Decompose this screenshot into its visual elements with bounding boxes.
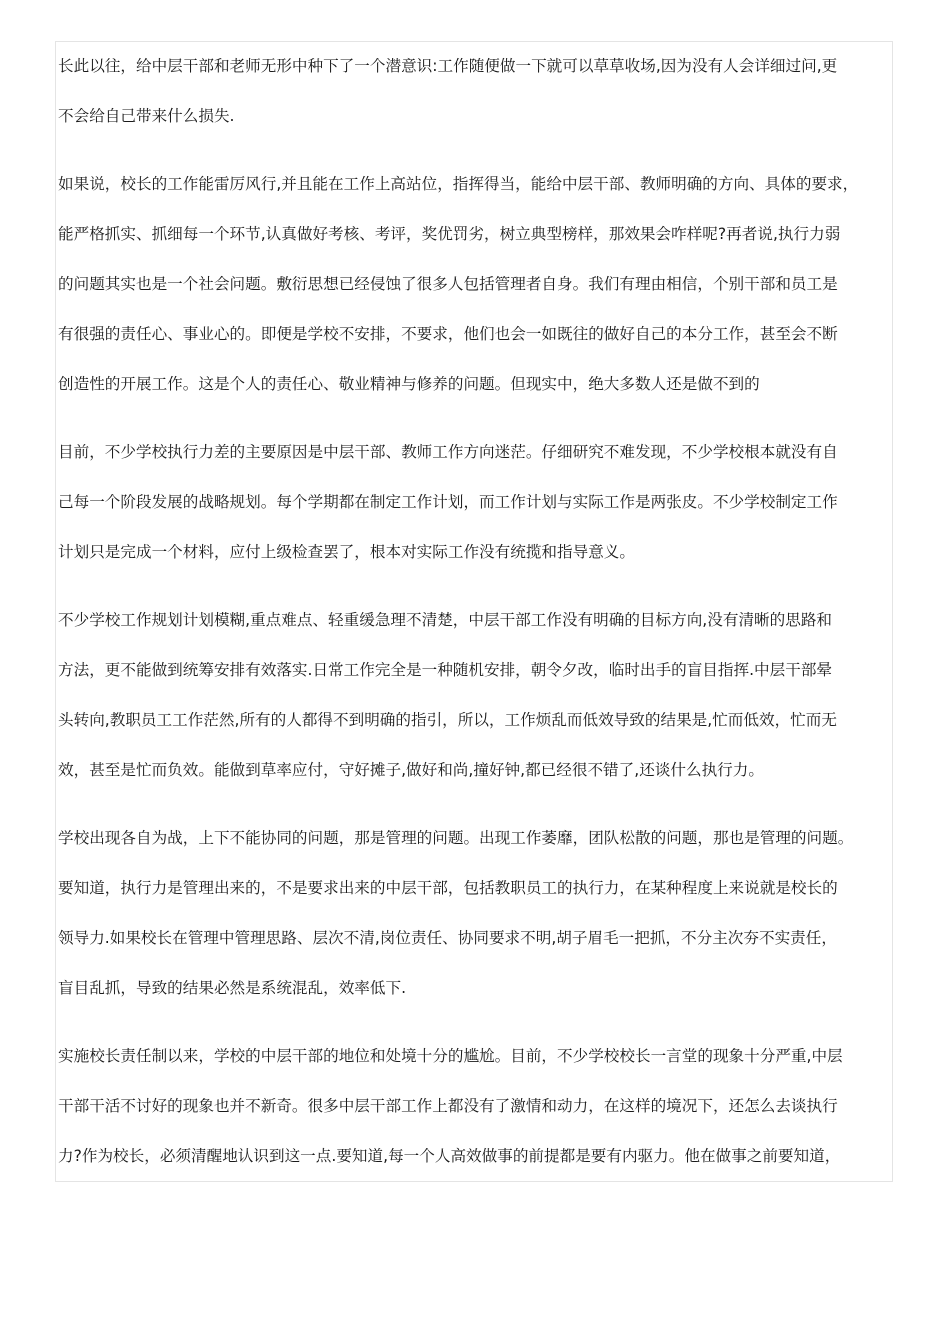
text-line: 盲目乱抓，导致的结果必然是系统混乱，效率低下. <box>58 979 407 997</box>
document-body <box>58 41 904 1181</box>
text-line: 如果说，校长的工作能雷厉风行,并且能在工作上高站位，指挥得当，能给中层干部、教师明确的方向、具体的要求， <box>58 175 859 193</box>
paragraph-6 <box>58 1031 904 1181</box>
text-line: 不会给自己带来什么损失. <box>58 107 235 125</box>
text-line: 效，甚至是忙而负效。能做到草率应付，守好摊子,做好和尚,撞好钟,都已经很不错了,还谈什么执行力。 <box>58 761 764 779</box>
text-line: 有很强的责任心、事业心的。即便是学校不安排，不要求，他们也会一如既往的做好自己的本分工作，甚至会不断 <box>58 325 838 343</box>
paragraph-5 <box>58 813 904 1013</box>
paragraph-1 <box>58 41 904 141</box>
text-line: 创造性的开展工作。这是个人的责任心、敬业精神与修养的问题。但现实中，绝大多数人还是做不到的 <box>58 375 760 393</box>
paragraph-3 <box>58 427 904 577</box>
text-line: 力?作为校长，必须清醒地认识到这一点.要知道,每一个人高效做事的前提都是要有内驱力。他在做事之前要知道， <box>58 1147 841 1165</box>
text-line: 要知道，执行力是管理出来的，不是要求出来的中层干部，包括教职员工的执行力，在某种程度上来说就是校长的 <box>58 879 838 897</box>
text-line: 领导力.如果校长在管理中管理思路、层次不清,岗位责任、协同要求不明,胡子眉毛一把抓，不分主次夯不实责任， <box>58 929 837 947</box>
text-line: 计划只是完成一个材料，应付上级检查罢了，根本对实际工作没有统揽和指导意义。 <box>58 543 635 561</box>
text-line: 己每一个阶段发展的战略规划。每个学期都在制定工作计划，而工作计划与实际工作是两张皮。不少学校制定工作 <box>58 493 838 511</box>
paragraph-2 <box>58 159 904 409</box>
text-line: 干部干活不讨好的现象也并不新奇。很多中层干部工作上都没有了激情和动力，在这样的境况下，还怎么去谈执行 <box>58 1097 838 1115</box>
text-line: 能严格抓实、抓细每一个环节,认真做好考核、考评，奖优罚劣，树立典型榜样，那效果会咋样呢?再者说,执行力弱 <box>58 225 841 243</box>
text-line: 头转向,教职员工工作茫然,所有的人都得不到明确的指引，所以，工作烦乱而低效导致的结果是,忙而低效，忙而无 <box>58 711 837 729</box>
text-line: 实施校长责任制以来，学校的中层干部的地位和处境十分的尴尬。目前，不少学校校长一言堂的现象十分严重,中层 <box>58 1047 843 1065</box>
text-line: 方法，更不能做到统筹安排有效落实.日常工作完全是一种随机安排，朝令夕改，临时出手的盲目指挥.中层干部晕 <box>58 661 833 679</box>
paragraph-4 <box>58 595 904 795</box>
text-line: 的问题其实也是一个社会问题。敷衍思想已经侵蚀了很多人包括管理者自身。我们有理由相信，个别干部和员工是 <box>58 275 838 293</box>
text-line: 学校出现各自为战，上下不能协同的问题，那是管理的问题。出现工作萎靡，团队松散的问题，那也是管理的问题。 <box>58 829 854 847</box>
text-line: 不少学校工作规划计划模糊,重点难点、轻重缓急理不清楚，中层干部工作没有明确的目标方向,没有清晰的思路和 <box>58 611 833 629</box>
text-line: 目前，不少学校执行力差的主要原因是中层干部、教师工作方向迷茫。仔细研究不难发现，不少学校根本就没有自 <box>58 443 838 461</box>
text-line: 长此以往，给中层干部和老师无形中种下了一个潜意识:工作随便做一下就可以草草收场,因为没有人会详细过问,更 <box>58 57 838 75</box>
